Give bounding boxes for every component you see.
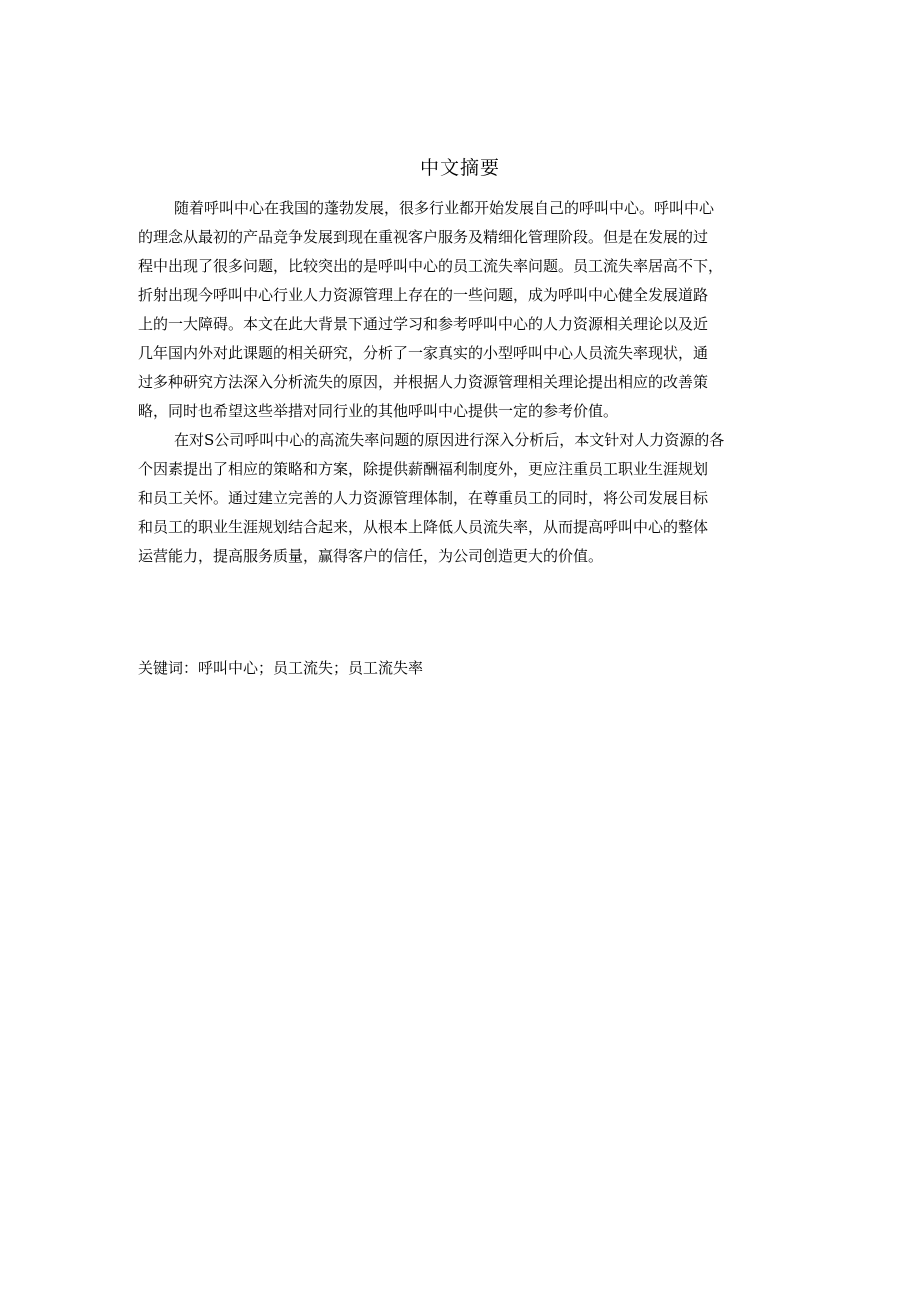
paragraph-1-line: 略，同时也希望这些举措对同行业的其他呼叫中心提供一定的参考价值。 bbox=[138, 402, 619, 420]
paragraph-1-line: 的理念从最初的产品竞争发展到现在重视客户服务及精细化管理阶段。但是在发展的过 bbox=[138, 228, 709, 246]
paragraph-1-line: 程中出现了很多问题，比较突出的是呼叫中心的员工流失率问题。员工流失率居高不下， bbox=[138, 257, 724, 275]
paragraph-1-line: 过多种研究方法深入分析流失的原因，并根据人力资源管理相关理论提出相应的改善策 bbox=[138, 373, 709, 391]
abstract-body bbox=[138, 194, 790, 571]
paragraph-2-line: 和员工关怀。通过建立完善的人力资源管理体制，在尊重员工的同时，将公司发展目标 bbox=[138, 489, 709, 507]
page-title: 中文摘要 bbox=[419, 157, 500, 179]
paragraph-1-line: 折射出现今呼叫中心行业人力资源管理上存在的一些问题，成为呼叫中心健全发展道路 bbox=[138, 286, 709, 304]
keywords-line: 关键词：呼叫中心；员工流失；员工流失率 bbox=[138, 659, 424, 677]
paragraph-2-line: 运营能力，提高服务质量，赢得客户的信任，为公司创造更大的价值。 bbox=[138, 547, 604, 565]
paragraph-1-line: 上的一大障碍。本文在此大背景下通过学习和参考呼叫中心的人力资源相关理论以及近 bbox=[138, 315, 709, 333]
paragraph-2-line: 和员工的职业生涯规划结合起来，从根本上降低人员流失率，从而提高呼叫中心的整体 bbox=[138, 518, 709, 536]
paragraph-1-line: 几年国内外对此课题的相关研究，分析了一家真实的小型呼叫中心人员流失率现状，通 bbox=[138, 344, 709, 362]
paragraph-2-line: 在对S公司呼叫中心的高流失率问题的原因进行深入分析后，本文针对人力资源的各 bbox=[174, 431, 725, 449]
paragraph-1-line: 随着呼叫中心在我国的蓬勃发展，很多行业都开始发展自己的呼叫中心。呼叫中心 bbox=[174, 199, 715, 217]
paragraph-2-line: 个因素提出了相应的策略和方案，除提供薪酬福利制度外，更应注重员工职业生涯规划 bbox=[138, 460, 709, 478]
